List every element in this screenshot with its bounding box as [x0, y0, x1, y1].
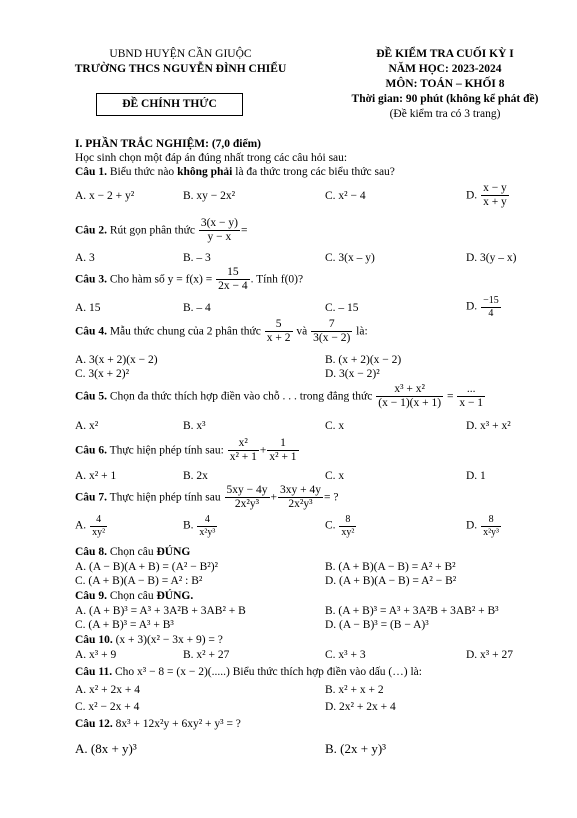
exam-title: ĐỀ KIỂM TRA CUỐI KỲ I [376, 48, 514, 60]
school-name: TRƯỜNG THCS NGUYỄN ĐÌNH CHIỂU [74, 63, 287, 75]
q8-option-c[interactable]: C. (A + B)(A − B) = A² : B² [75, 575, 203, 587]
question-6: Câu 6. Thực hiện phép tính sau: $\frac{\text{x²}}{\text{x² + 1}}$ + $\frac{1}{\text{x² + 1}}$ [75, 437, 297, 464]
q10-option-d[interactable]: D. x³ + 27 [466, 649, 513, 661]
school-year: NĂM HỌC: 2023-2024 [388, 63, 502, 75]
q7-option-d[interactable]: D. $\frac{8}{\text{x²y³}}$ [466, 514, 500, 538]
page-count: (Đề kiểm tra có 3 trang) [389, 108, 501, 120]
q4-option-b[interactable]: B. (x + 2)(x − 2) [325, 354, 402, 366]
question-1: Câu 1. Biểu thức nào không phải là đa thức trong các biểu thức sau? [75, 166, 395, 178]
q11-option-c[interactable]: C. x² − 2x + 4 [75, 701, 140, 713]
q2-option-c[interactable]: C. 3(x – y) [325, 252, 375, 264]
q4-option-a[interactable]: A. 3(x + 2)(x − 2) [75, 354, 158, 366]
q4-option-d[interactable]: D. 3(x − 2)² [325, 368, 380, 380]
q2-option-d[interactable]: D. 3(y – x) [466, 252, 517, 264]
subject: MÔN: TOÁN – KHỐI 8 [385, 78, 505, 90]
q11-option-a[interactable]: A. x² + 2x + 4 [75, 684, 140, 696]
q9-option-a[interactable]: A. (A + B)³ = A³ + 3A²B + 3AB² + B [75, 605, 246, 617]
question-3: Câu 3. Cho hàm số y = f(x) = $\frac{15}{2x - 4}$ . Tính f(0)? [75, 266, 304, 293]
q6-option-a[interactable]: A. x² + 1 [75, 470, 117, 482]
q9-option-d[interactable]: D. (A − B)³ = (B − A)³ [325, 619, 429, 631]
q9-option-c[interactable]: C. (A + B)³ = A³ + B³ [75, 619, 174, 631]
q1-option-a[interactable]: A. x − 2 + y² [75, 190, 135, 202]
q10-option-b[interactable]: B. x² + 27 [183, 649, 230, 661]
school-district: UBND HUYỆN CẦN GIUỘC [109, 48, 252, 60]
q3-option-a[interactable]: A. 15 [75, 302, 101, 314]
q1-option-d[interactable]: D. $\frac{x - y}{x + y}$ [466, 182, 507, 209]
question-7: Câu 7. Thực hiện phép tính sau $\frac{5xy - 4y}{\text{2x²y³}}$ + $\frac{3xy + 4y}{\text{2x²y³}}$ = ? [75, 484, 339, 511]
q3-option-b[interactable]: B. – 4 [183, 302, 211, 314]
q8-option-d[interactable]: D. (A + B)(A − B) = A² − B² [325, 575, 457, 587]
q8-option-b[interactable]: B. (A + B)(A − B) = A² + B² [325, 561, 456, 573]
q4-option-c[interactable]: C. 3(x + 2)² [75, 368, 130, 380]
q2-option-b[interactable]: B. – 3 [183, 252, 211, 264]
q11-option-d[interactable]: D. 2x² + 2x + 4 [325, 701, 396, 713]
question-11: Câu 11. Cho x³ − 8 = (x − 2)(.....) Biểu thức thích hợp điền vào dấu (…) là: [75, 666, 422, 678]
q10-option-a[interactable]: A. x³ + 9 [75, 649, 117, 661]
question-5: Câu 5. Chọn đa thức thích hợp điền vào chỗ . . . trong đẳng thức $\frac{\text{x³ + x²}}{(x - 1)(x + 1)}$ = $\frac{...}{x - 1}$ [75, 383, 484, 410]
q6-option-c[interactable]: C. x [325, 470, 345, 482]
official-label: ĐỀ CHÍNH THỨC [122, 98, 217, 110]
section-title: I. PHẦN TRẮC NGHIỆM: (7,0 điểm) [75, 138, 262, 150]
q8-option-a[interactable]: A. (A − B)(A + B) = (A² − B²)² [75, 561, 218, 573]
q10-option-c[interactable]: C. x³ + 3 [325, 649, 366, 661]
q12-option-a[interactable]: A. (8x + y)³ [75, 741, 137, 756]
q5-option-a[interactable]: A. x² [75, 420, 99, 432]
question-4: Câu 4. Mẫu thức chung của 2 phân thức $\frac{5}{x + 2}$ và $\frac{7}{3(x - 2)}$ là: [75, 318, 368, 345]
q6-option-b[interactable]: B. 2x [183, 470, 208, 482]
q7-option-b[interactable]: B. $\frac{4}{\text{x²y³}}$ [183, 514, 216, 538]
q6-option-d[interactable]: D. 1 [466, 470, 486, 482]
q5-option-d[interactable]: D. x³ + x² [466, 420, 511, 432]
q7-option-c[interactable]: C. $\frac{8}{\text{xy²}}$ [325, 514, 355, 538]
q9-option-b[interactable]: B. (A + B)³ = A³ + 3A²B + 3AB² + B³ [325, 605, 499, 617]
section-instruction: Học sinh chọn một đáp án đúng nhất trong các câu hỏi sau: [75, 152, 348, 164]
q1-option-b[interactable]: B. xy − 2x² [183, 190, 236, 202]
question-8: Câu 8. Chọn câu ĐÚNG [75, 546, 191, 558]
q1-option-c[interactable]: C. x² − 4 [325, 190, 366, 202]
q3-option-d[interactable]: D. $\frac{-15}{4}$ [466, 295, 499, 319]
q11-option-b[interactable]: B. x² + x + 2 [325, 684, 384, 696]
q5-option-c[interactable]: C. x [325, 420, 345, 432]
question-label: Câu 1. [75, 166, 107, 178]
q2-option-a[interactable]: A. 3 [75, 252, 95, 264]
question-2: Câu 2. Rút gọn phân thức $\frac{3(x - y)}{y - x}$ = [75, 217, 248, 244]
question-9: Câu 9. Chọn câu ĐÚNG. [75, 590, 194, 602]
question-12: Câu 12. 8x³ + 12x²y + 6xy² + y³ = ? [75, 718, 241, 730]
time-limit: Thời gian: 90 phút (không kể phát đề) [351, 93, 539, 105]
official-stamp-box [96, 93, 243, 116]
q7-option-a[interactable]: A. $\frac{4}{\text{xy²}}$ [75, 514, 106, 538]
q5-option-b[interactable]: B. x³ [183, 420, 206, 432]
q12-option-b[interactable]: B. (2x + y)³ [325, 741, 387, 756]
question-10: Câu 10. (x + 3)(x² − 3x + 9) = ? [75, 634, 223, 646]
q3-option-c[interactable]: C. – 15 [325, 302, 359, 314]
